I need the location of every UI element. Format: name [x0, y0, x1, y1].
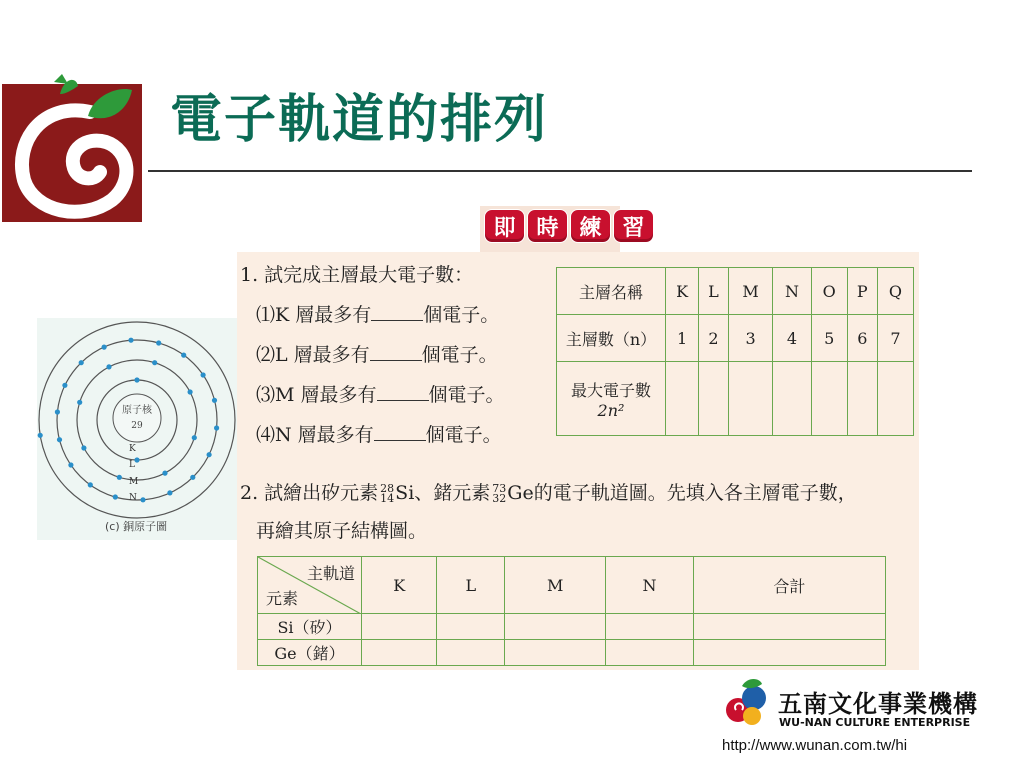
electron-dot — [134, 457, 139, 462]
answer-cell[interactable] — [693, 640, 885, 666]
shell-name: L — [699, 268, 729, 315]
ge-symbol: Ge — [507, 482, 534, 504]
orbital-column-header: K — [362, 557, 437, 614]
shell-label: L — [129, 460, 135, 470]
shell-number: 4 — [773, 315, 811, 362]
answer-blank[interactable] — [370, 342, 422, 361]
electron-dot — [57, 437, 62, 442]
item-prefix: ⑴K 層最多有 — [256, 304, 372, 326]
item-suffix: 個電子。 — [423, 304, 500, 326]
question-1-heading: 1. 試完成主層最大電子數： — [240, 264, 474, 286]
electron-dot — [55, 409, 60, 414]
electron-dot — [212, 398, 217, 403]
slide-title: 電子軌道的排列 — [170, 89, 549, 150]
electron-dot — [201, 372, 206, 377]
publisher-name-english: WU-NAN CULTURE ENTERPRISE — [779, 716, 971, 729]
item-suffix: 個電子。 — [428, 384, 505, 406]
electron-dot — [62, 383, 67, 388]
row-header: 主層名稱 — [557, 268, 666, 315]
ge-isotope — [492, 484, 506, 504]
answer-cell[interactable] — [437, 614, 505, 640]
figure-caption: (c) 銅原子圖 — [105, 520, 168, 533]
shell-name: P — [847, 268, 877, 315]
electron-dot — [81, 445, 86, 450]
shell-number: 7 — [877, 315, 913, 362]
question-1-item — [256, 420, 502, 447]
answer-cell[interactable] — [773, 362, 811, 436]
title-divider — [148, 170, 972, 172]
shell-name: O — [811, 268, 847, 315]
shell-label: K — [129, 444, 136, 454]
shell-number: 3 — [728, 315, 772, 362]
item-prefix: ⑵L 層最多有 — [256, 344, 370, 366]
copper-atom-figure — [37, 318, 237, 540]
shell-label: M — [129, 477, 139, 487]
orbital-column-header: 合計 — [693, 557, 885, 614]
answer-cell[interactable] — [811, 362, 847, 436]
element-row-header: Si（矽） — [258, 614, 362, 640]
diag-top-label: 主軌道 — [306, 564, 355, 583]
q2-text: 、鍺元素 — [414, 482, 491, 504]
electron-dot — [214, 425, 219, 430]
answer-cell[interactable] — [362, 614, 437, 640]
electron-dot — [128, 338, 133, 343]
publisher-url[interactable]: http://www.wunan.com.tw/hi — [722, 737, 908, 754]
question-1-item — [256, 380, 505, 407]
q2-text: 的電子軌道圖。先填入各主層電子數， — [533, 482, 857, 504]
electron-dot — [188, 389, 193, 394]
electron-dot — [192, 435, 197, 440]
badge-char: 習 — [613, 209, 654, 243]
electron-dot — [140, 497, 145, 502]
answer-cell[interactable] — [877, 362, 913, 436]
answer-cell[interactable] — [606, 614, 693, 640]
electron-dot — [77, 400, 82, 405]
shell-label: N — [129, 493, 137, 503]
electron-dot — [190, 475, 195, 480]
answer-cell[interactable] — [728, 362, 772, 436]
answer-cell[interactable] — [362, 640, 437, 666]
electron-dot — [102, 345, 107, 350]
item-suffix: 個電子。 — [421, 344, 498, 366]
diagonal-header-cell — [258, 557, 362, 614]
electron-dot — [167, 490, 172, 495]
electron-dot — [106, 364, 111, 369]
badge-char: 練 — [570, 209, 611, 243]
electron-dot — [79, 360, 84, 365]
max-electron-label: 最大電子數 — [570, 380, 651, 400]
diag-bottom-label: 元素 — [266, 589, 299, 608]
row-header — [557, 362, 666, 436]
answer-cell[interactable] — [693, 614, 885, 640]
shell-number: 2 — [699, 315, 729, 362]
shell-name: Q — [877, 268, 913, 315]
shell-name: N — [773, 268, 811, 315]
item-prefix: ⑶M 層最多有 — [256, 384, 377, 406]
answer-cell[interactable] — [505, 614, 606, 640]
atom-diagram — [37, 318, 237, 540]
item-suffix: 個電子。 — [425, 424, 502, 446]
shell-capacity-table — [556, 267, 914, 436]
electron-dot — [68, 462, 73, 467]
ge-atomic-number: 32 — [492, 492, 507, 505]
si-isotope — [380, 484, 394, 504]
row-header: 主層數（n） — [557, 315, 666, 362]
shell-name: K — [666, 268, 699, 315]
electron-dot — [207, 452, 212, 457]
practice-badge — [484, 209, 654, 243]
answer-blank[interactable] — [371, 302, 423, 321]
shell-number: 1 — [666, 315, 699, 362]
shell-number: 6 — [847, 315, 877, 362]
answer-blank[interactable] — [374, 422, 426, 441]
orbital-column-header: L — [437, 557, 505, 614]
orbital-column-header: M — [505, 557, 606, 614]
answer-cell[interactable] — [666, 362, 699, 436]
electron-dot — [38, 433, 43, 438]
nucleus-number: 29 — [131, 421, 143, 431]
electron-dot — [117, 475, 122, 480]
question-2-line-2: 再繪其原子結構圖。 — [256, 520, 428, 542]
si-mass-number: 28 — [380, 482, 395, 495]
answer-cell[interactable] — [699, 362, 729, 436]
electron-dot — [162, 471, 167, 476]
electron-dot — [134, 377, 139, 382]
electron-dot — [156, 340, 161, 345]
answer-blank[interactable] — [377, 382, 429, 401]
answer-cell[interactable] — [606, 640, 693, 666]
element-row-header: Ge（鍺） — [258, 640, 362, 666]
electron-dot — [152, 360, 157, 365]
orbital-fill-table — [257, 556, 886, 666]
answer-cell[interactable] — [505, 640, 606, 666]
ge-mass-number: 73 — [492, 482, 507, 495]
orbital-column-header: N — [606, 557, 693, 614]
publisher-swirl-logo — [2, 72, 147, 224]
nucleus-label: 原子核 — [122, 405, 152, 416]
shell-number: 5 — [811, 315, 847, 362]
badge-char: 時 — [527, 209, 568, 243]
answer-cell[interactable] — [847, 362, 877, 436]
shell-name: M — [728, 268, 772, 315]
max-electron-formula: 2n² — [597, 400, 625, 420]
electron-dot — [181, 353, 186, 358]
answer-cell[interactable] — [437, 640, 505, 666]
question-1-item — [256, 340, 498, 367]
wunan-logo-icon — [722, 676, 772, 730]
electron-dot — [88, 482, 93, 487]
si-atomic-number: 14 — [380, 492, 395, 505]
publisher-name-chinese: 五南文化事業機構 — [778, 690, 978, 718]
si-symbol: Si — [395, 482, 415, 504]
electron-dot — [113, 494, 118, 499]
question-1-item — [256, 300, 499, 327]
question-2-line-1 — [240, 478, 857, 505]
badge-char: 即 — [484, 209, 525, 243]
item-prefix: ⑷N 層最多有 — [256, 424, 374, 446]
q2-text: 2. 試繪出矽元素 — [240, 482, 379, 504]
